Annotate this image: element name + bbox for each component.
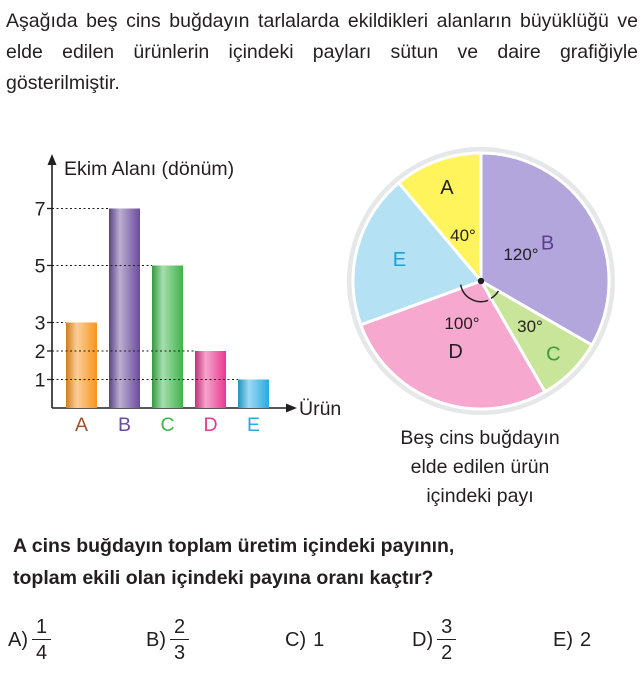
fraction-numerator: 3	[441, 615, 453, 638]
y-tick-label-7: 7	[34, 198, 46, 221]
intro-line: ve daire grafiğiyle gösterilmiştir.	[6, 41, 638, 94]
pie-caption	[362, 424, 598, 511]
y-tick-label-5: 5	[34, 255, 46, 278]
option-d[interactable]	[412, 610, 456, 670]
y-tick-label-1: 1	[34, 369, 46, 392]
pie-label-C: C	[546, 343, 561, 366]
option-fraction	[170, 615, 189, 666]
option-e[interactable]	[553, 610, 591, 670]
bar-B	[109, 209, 140, 409]
x-tick-label-C: C	[160, 414, 175, 436]
option-fraction	[437, 615, 456, 666]
pie-label-D: D	[448, 340, 463, 363]
x-tick-labels-group	[75, 414, 260, 436]
fraction-numerator: 2	[174, 615, 186, 638]
pie-center-dot	[478, 278, 484, 284]
y-tick-label-2: 2	[34, 341, 46, 363]
angle-label-A: 40°	[450, 226, 476, 245]
bar-E	[238, 380, 269, 409]
option-letter: C)	[285, 628, 307, 651]
option-fraction	[32, 615, 51, 666]
option-letter: E)	[553, 628, 573, 651]
option-a[interactable]	[8, 610, 51, 670]
option-c[interactable]	[285, 610, 324, 670]
x-axis-arrow	[286, 404, 297, 413]
x-axis-label: Ürün	[299, 398, 342, 420]
bar-A	[66, 323, 97, 409]
x-tick-label-B: B	[117, 414, 132, 436]
angle-label-C: 30°	[517, 317, 543, 336]
x-tick-label-A: A	[74, 414, 89, 436]
x-tick-label-E: E	[246, 414, 261, 436]
bar-C	[152, 266, 183, 409]
option-letter: A)	[8, 628, 28, 651]
y-ticks-group	[35, 199, 52, 392]
caption-line: elde edilen ürün	[410, 456, 550, 478]
angle-label-D: 100°	[444, 314, 480, 333]
intro-line: büyüklüğü ve elde edilen ürünlerin içindeki payları sütun	[6, 10, 639, 63]
angle-label-B: 120°	[503, 245, 539, 264]
option-letter: D)	[412, 628, 434, 651]
y-tick-label-3: 3	[34, 312, 46, 335]
option-value: 2	[580, 628, 592, 651]
fraction-denominator: 2	[441, 641, 453, 664]
fraction-numerator: 1	[36, 615, 48, 638]
fraction-denominator: 4	[36, 641, 48, 664]
option-letter: B)	[146, 628, 166, 651]
pie-label-B: B	[540, 232, 555, 255]
y-axis-arrow	[48, 154, 57, 165]
option-b[interactable]	[146, 610, 189, 670]
intro-line: Aşağıda beş cins buğdayın tarlalarda ekildikleri alanların	[6, 10, 512, 32]
question-line: A cins buğdayın toplam üretim içindeki payının,	[13, 535, 455, 557]
caption-line: Beş cins buğdayın	[400, 427, 560, 449]
pie-label-A: A	[440, 177, 454, 200]
question-text	[13, 530, 633, 594]
y-axis-label: Ekim Alanı (dönüm)	[64, 158, 235, 180]
bar-chart	[35, 154, 342, 436]
option-value: 1	[313, 628, 325, 651]
caption-line: içindeki payı	[426, 485, 534, 507]
bars-group	[52, 209, 269, 409]
fraction-denominator: 3	[174, 641, 186, 664]
pie-chart	[347, 147, 615, 415]
question-line: toplam ekili olan içindeki payına oranı kaçtır?	[13, 567, 434, 589]
pie-label-E: E	[392, 249, 407, 272]
x-tick-label-D: D	[203, 414, 218, 436]
